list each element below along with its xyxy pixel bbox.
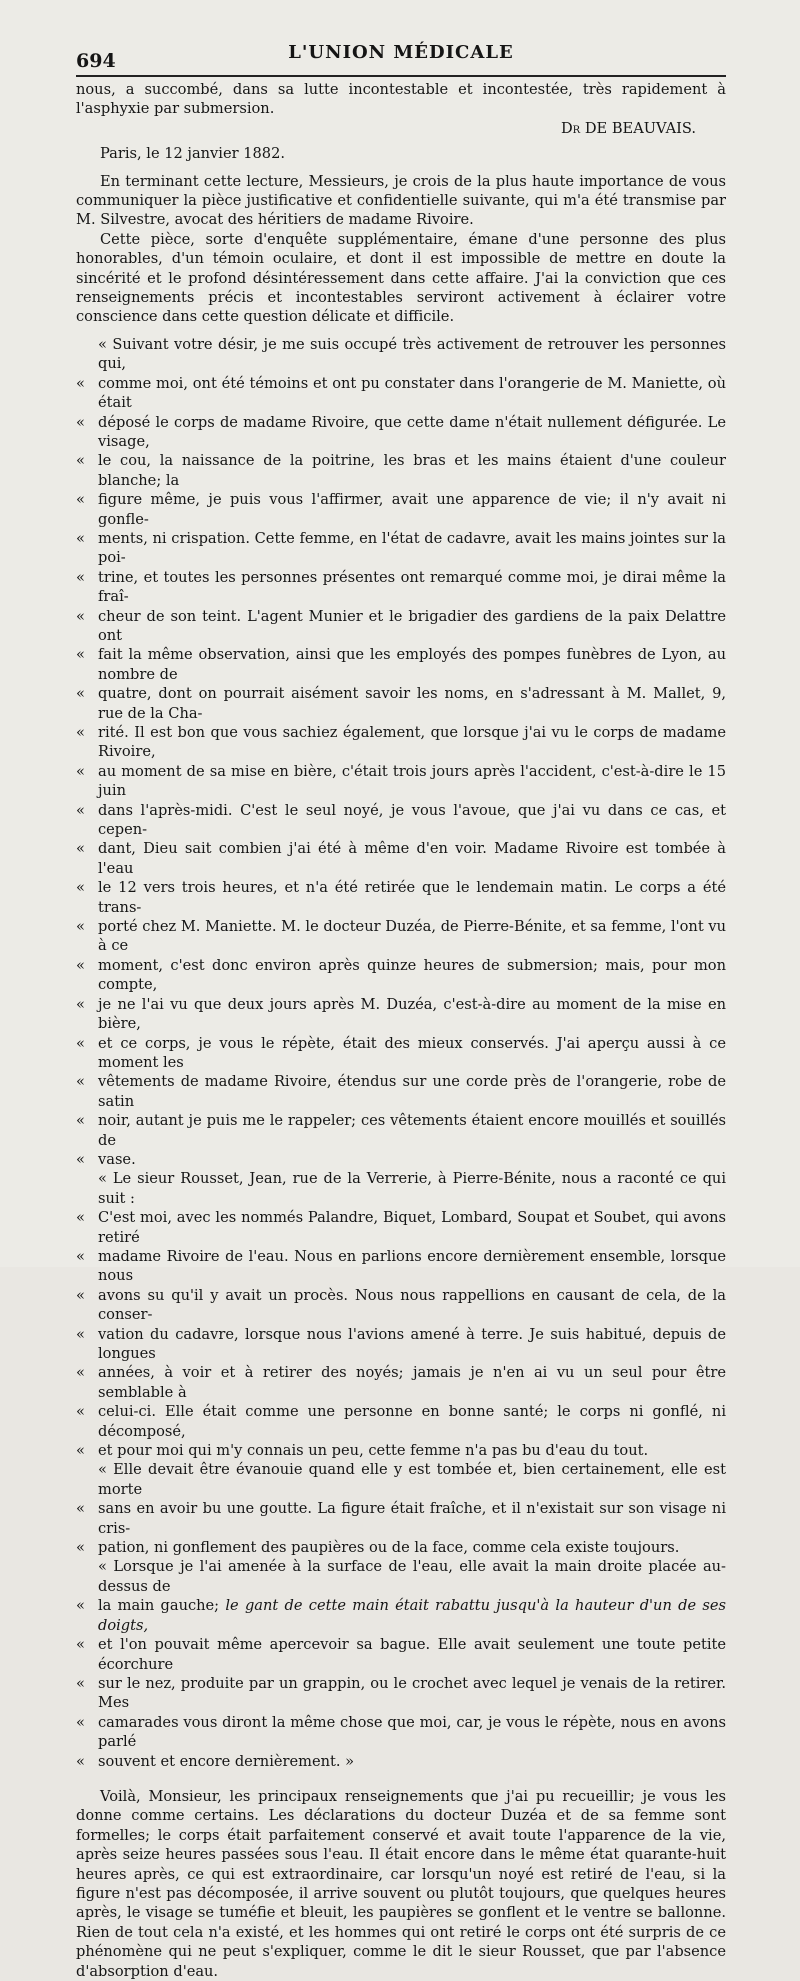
quote-line-text: « Le sieur Rousset, Jean, rue de la Verrerie, à Pierre-Bénite, nous a raconté ce qui suit : — [98, 1170, 726, 1207]
dateline: Paris, le 12 janvier 1882. — [100, 145, 285, 163]
quote-line-text: trine, et toutes les personnes présentes ont remarqué comme moi, je dirai même la fraî- — [98, 568, 726, 606]
quote-line — [76, 1557, 726, 1596]
quote-line — [76, 1752, 726, 1771]
quote-line — [76, 529, 726, 568]
guillemet-mark: « — [76, 724, 85, 741]
quote-line-text: vêtements de madame Rivoire, étendus sur une corde près de l'orangerie, robe de satin — [98, 1073, 726, 1110]
quote-line-text: fait la même observation, ainsi que les employés des pompes funèbres de Lyon, au nombre de — [98, 646, 726, 683]
quote-line-text: sur le nez, produite par un grappin, ou le crochet avec lequel je venais de la retirer. Mes — [98, 1674, 726, 1712]
signature: Dr DE BEAUVAIS. — [560, 119, 696, 137]
guillemet-mark: « — [76, 1150, 85, 1168]
intro-paragraph: nous, a succombé, dans sa lutte incontestable et incontestée, très rapidement à l'asphyxie par submersion. — [76, 81, 726, 118]
quote-line-text: et l'on pouvait même apercevoir sa bague. Elle avait seulement une toute petite écorchure — [98, 1636, 726, 1673]
guillemet-mark: « — [76, 1636, 85, 1654]
guillemet-mark: « — [76, 1500, 85, 1518]
quote-line — [76, 645, 726, 684]
header-rule — [76, 75, 726, 77]
quote-line-text: vation du cadavre, lorsque nous l'avions amené à terre. Je suis habitué, depuis de longues — [98, 1325, 726, 1362]
quote-line-text: le 12 vers trois heures, et n'a été retirée que le lendemain matin. Le corps a été trans- — [98, 879, 726, 916]
quote-block-3 — [76, 1460, 726, 1557]
quote-line-text: années, à voir et à retirer des noyés; jamais je n'en ai vu un seul pour être semblable à — [98, 1364, 726, 1401]
guillemet-mark: « — [76, 607, 85, 625]
quote-line — [76, 1441, 726, 1460]
quote-line-text: dant, Dieu sait combien j'ai été à même d'en voir. Madame Rivoire est tombée à l'eau — [98, 840, 726, 877]
page-number: 694 — [76, 50, 116, 72]
guillemet-mark: « — [76, 1713, 85, 1731]
quote-line — [76, 451, 726, 490]
guillemet-mark: « — [76, 879, 85, 897]
quote-line — [76, 723, 726, 762]
quote-line-text: celui-ci. Elle était comme une personne en bonne santé; le corps ni gonflé, ni décomposé, — [98, 1403, 726, 1440]
quote-line — [76, 1363, 726, 1402]
quote-line-text: « Elle devait être évanouie quand elle y est tombée et, bien certainement, elle est morte — [98, 1461, 726, 1498]
quote-line-text: comme moi, ont été témoins et ont pu constater dans l'orangerie de M. Maniette, où était — [98, 374, 726, 412]
quote-line — [76, 956, 726, 995]
quote-line-text: porté chez M. Maniette. M. le docteur Duzéa, de Pierre-Bénite, et sa femme, l'ont vu à ce — [98, 918, 726, 955]
guillemet-mark: « — [76, 1403, 85, 1421]
quote-line-text: madame Rivoire de l'eau. Nous en parlions encore dernièrement ensemble, lorsque nous — [98, 1247, 726, 1285]
quote-line-text: C'est moi, avec les nommés Palandre, Biquet, Lombard, Soupat et Soubet, qui avons retiré — [98, 1209, 726, 1246]
guillemet-mark: « — [76, 1112, 85, 1130]
quote-line-text: et pour moi qui m'y connais un peu, cette femme n'a pas bu d'eau du tout. — [98, 1442, 649, 1460]
guillemet-mark: « — [76, 452, 85, 470]
quote-line — [76, 374, 726, 413]
guillemet-mark: « — [76, 956, 85, 974]
quote-line — [76, 995, 726, 1034]
guillemet-mark: « — [76, 1364, 85, 1382]
quote-line-text: avons su qu'il y avait un procès. Nous nous rappellions en causant de cela, de la conser- — [98, 1286, 726, 1324]
quote-line-text: la main gauche; le gant de cette main était rabattu jusqu'à la hauteur d'un de ses doigts, — [98, 1597, 726, 1634]
quote-line-text: sans en avoir bu une goutte. La figure était fraîche, et il n'existait sur son visage ni cris- — [98, 1500, 726, 1537]
quote-line — [76, 1402, 726, 1441]
quote-line — [76, 839, 726, 878]
guillemet-mark: « — [76, 1674, 85, 1692]
quote-line — [76, 762, 726, 801]
guillemet-mark: « — [76, 374, 85, 392]
paragraph-1: En terminant cette lecture, Messieurs, je crois de la plus haute importance de vous communiquer la pièce justificative et confidentielle suivante, qui m'a été transmise par M. Silvestre, avocat des héritiers de madame Rivoire. — [76, 172, 726, 229]
quote-line — [76, 684, 726, 723]
quote-line-text: cheur de son teint. L'agent Munier et le brigadier des gardiens de la paix Delattre ont — [98, 607, 726, 644]
quote-line-text: dans l'après-midi. C'est le seul noyé, je vous l'avoue, que j'ai vu dans ce cas, et cepen- — [98, 801, 726, 839]
quote-line — [76, 1150, 726, 1169]
quote-line — [76, 1635, 726, 1674]
quote-line — [76, 1538, 726, 1557]
quote-line — [76, 801, 726, 840]
quote-line — [76, 1499, 726, 1538]
guillemet-mark: « — [76, 491, 85, 509]
guillemet-mark: « — [76, 762, 85, 780]
guillemet-mark: « — [76, 801, 85, 819]
quote-line — [76, 1111, 726, 1150]
guillemet-mark: « — [76, 413, 85, 431]
quote-line-text: « Suivant votre désir, je me suis occupé très activement de retrouver les personnes qui, — [98, 335, 726, 373]
guillemet-mark: « — [76, 1442, 85, 1460]
quote-line — [76, 1325, 726, 1364]
final-paragraph: Voilà, Monsieur, les principaux renseignements que j'ai pu recueillir; je vous les donne comme certains. Les déclarations du docteur Duzéa et de sa femme sont formelles; le corps était parfaitement conservé et avait toute l'apparence de la vie, après seize heures passées sous l'eau. Il était encore dans le même état quarante-huit heures après, ce qui est extraordinaire, car lorsqu'un noyé est retiré de l'eau, si la figure n'est pas décomposée, il arrive souvent ou plutôt toujours, que quelques heures après, le visage se tuméfie et bleuit, les paupières se gonflent et le ventre se ballonne. Rien de tout cela n'a existé, et les hommes qui ont retiré le corps ont été surpris de ce phénomène qui ne peut s'expliquer, comme le dit le sieur Rousset, que par l'absence d'absorption d'eau. — [76, 1787, 726, 1980]
guillemet-mark: « — [76, 1034, 85, 1052]
guillemet-mark: « — [76, 840, 85, 858]
quote-line — [76, 917, 726, 956]
guillemet-mark: « — [76, 685, 85, 703]
quote-line — [76, 490, 726, 529]
quote-line — [76, 1713, 726, 1752]
quote-line-text: pation, ni gonflement des paupières ou de la face, comme cela existe toujours. — [98, 1539, 680, 1557]
quote-line-text: camarades vous diront la même chose que moi, car, je vous le répète, nous en avons parlé — [98, 1713, 726, 1751]
guillemet-mark: « — [76, 529, 85, 547]
guillemet-mark: « — [76, 1073, 85, 1091]
quote-line — [76, 1169, 726, 1208]
quote-line — [76, 1460, 726, 1499]
quote-line — [76, 607, 726, 646]
guillemet-mark: « — [76, 646, 85, 664]
quote-line-text: quatre, dont on pourrait aisément savoir les noms, en s'adressant à M. Mallet, 9, rue de la Cha- — [98, 685, 726, 722]
guillemet-mark: « — [76, 1286, 85, 1304]
guillemet-mark: « — [76, 1539, 85, 1557]
quote-line — [76, 1072, 726, 1111]
guillemet-mark: « — [76, 1325, 85, 1343]
quote-line-text: déposé le corps de madame Rivoire, que cette dame n'était nullement défigurée. Le visage, — [98, 413, 726, 450]
journal-title: L'UNION MÉDICALE — [288, 42, 514, 63]
quote-line — [76, 1596, 726, 1635]
running-header — [76, 40, 726, 74]
quote-line — [76, 413, 726, 452]
quote-line-text: je ne l'ai vu que deux jours après M. Duzéa, c'est-à-dire au moment de la mise en bière, — [98, 995, 726, 1033]
guillemet-mark: « — [76, 918, 85, 936]
quote-line — [76, 1034, 726, 1073]
quote-line-text: noir, autant je puis me le rappeler; ces vêtements étaient encore mouillés et souillés de — [98, 1112, 726, 1149]
paragraph-2: Cette pièce, sorte d'enquête supplémentaire, émane d'une personne des plus honorables, d'un témoin oculaire, et dont il est impossible de mettre en doute la sincérité et le profond désintéressement dans cette affaire. J'ai la conviction que ces renseignements précis et incontestables serviront activement à éclairer votre conscience dans cette question délicate et difficile. — [76, 230, 726, 326]
guillemet-mark: « — [76, 1209, 85, 1227]
quote-block-2 — [76, 1169, 726, 1460]
quote-block-1 — [76, 335, 726, 1169]
quote-line-text: « Lorsque je l'ai amenée à la surface de l'eau, elle avait la main droite placée au-dessus de — [98, 1558, 726, 1595]
quote-line — [76, 1247, 726, 1286]
quote-line-text: ments, ni crispation. Cette femme, en l'état de cadavre, avait les mains jointes sur la poi- — [98, 529, 726, 567]
quote-line — [76, 1208, 726, 1247]
quote-line-text: au moment de sa mise en bière, c'était trois jours après l'accident, c'est-à-dire le 15 juin — [98, 762, 726, 800]
quote-line-text: figure même, je puis vous l'affirmer, avait une apparence de vie; il n'y avait ni gonfle- — [98, 491, 726, 528]
guillemet-mark: « — [76, 568, 85, 586]
guillemet-mark: « — [76, 1597, 85, 1615]
quote-line-text: souvent et encore dernièrement. » — [98, 1752, 355, 1770]
quote-line — [76, 335, 726, 374]
article-body — [76, 80, 726, 1981]
quote-line — [76, 1674, 726, 1713]
quote-line-text: vase. — [98, 1150, 136, 1168]
quote-line — [76, 878, 726, 917]
quote-block-4 — [76, 1557, 726, 1770]
quote-line-text: rité. Il est bon que vous sachiez également, que lorsque j'ai vu le corps de madame Rivoire, — [98, 724, 726, 761]
quote-line — [76, 568, 726, 607]
quote-line-text: le cou, la naissance de la poitrine, les bras et les mains étaient d'une couleur blanche; la — [98, 452, 726, 489]
quote-line — [76, 1286, 726, 1325]
guillemet-mark: « — [76, 995, 85, 1013]
guillemet-mark: « — [76, 1247, 85, 1265]
quote-line-text: et ce corps, je vous le répète, était des mieux conservés. J'ai aperçu aussi à ce moment les — [98, 1034, 726, 1071]
guillemet-mark: « — [76, 1752, 85, 1770]
quote-line-text: moment, c'est donc environ après quinze heures de submersion; mais, pour mon compte, — [98, 956, 726, 994]
